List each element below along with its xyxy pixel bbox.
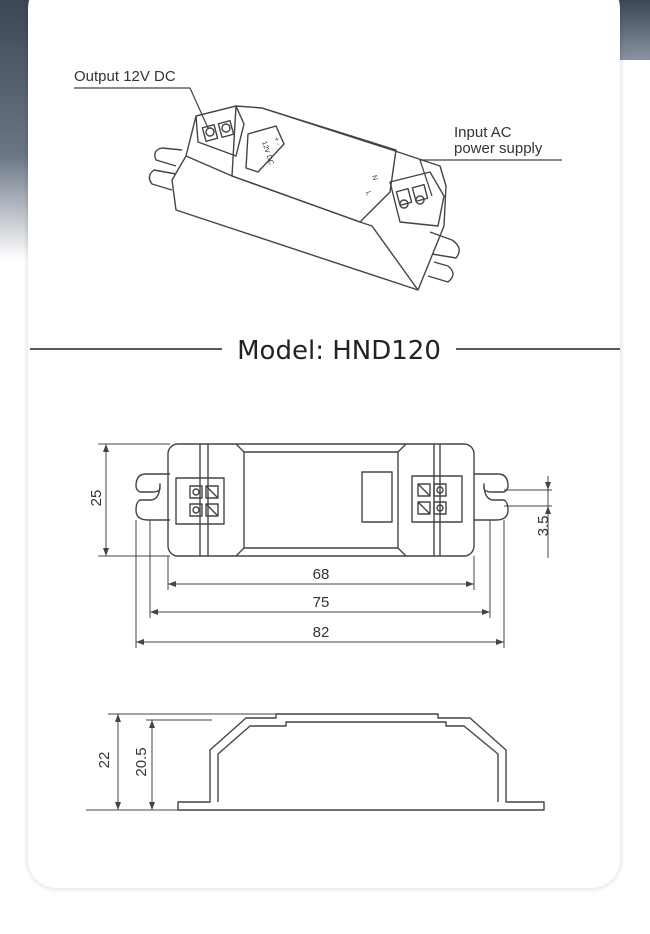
top-view-body [168, 444, 474, 556]
output-marking-text: 12V DC [260, 140, 275, 166]
top-view-right-tab [474, 474, 508, 520]
input-callout-label-line2: power supply [454, 140, 543, 157]
dim-width-75: 75 [312, 594, 330, 611]
side-view-drawing [178, 714, 544, 810]
input-callout-label-line1: Input AC [454, 124, 512, 141]
top-view-left-tab [136, 474, 170, 520]
dim-side-20-5: 20.5 [133, 747, 150, 777]
dim-width-68: 68 [312, 566, 330, 583]
output-leader-line [74, 88, 208, 128]
output-polarity-text: + - [272, 136, 282, 147]
dim-width-82: 82 [312, 624, 330, 641]
input-l-marking: L [364, 190, 372, 197]
top-view-window [362, 472, 392, 522]
right-tab [430, 232, 459, 258]
dim-hole-3-5: 3.5 [535, 515, 552, 537]
side-view-body [178, 714, 544, 810]
dim-height-25: 25 [88, 489, 105, 507]
output-callout-label: Output 12V DC [74, 68, 176, 85]
top-view-drawing [136, 444, 508, 556]
model-title: Model: HND120 [237, 336, 441, 366]
left-tab [155, 148, 182, 166]
top-view-input-terminal [412, 476, 462, 522]
dim-side-22: 22 [96, 751, 113, 769]
input-n-marking: N [370, 174, 379, 182]
side-view-dimensions [86, 714, 278, 810]
isometric-device-view [74, 88, 562, 290]
